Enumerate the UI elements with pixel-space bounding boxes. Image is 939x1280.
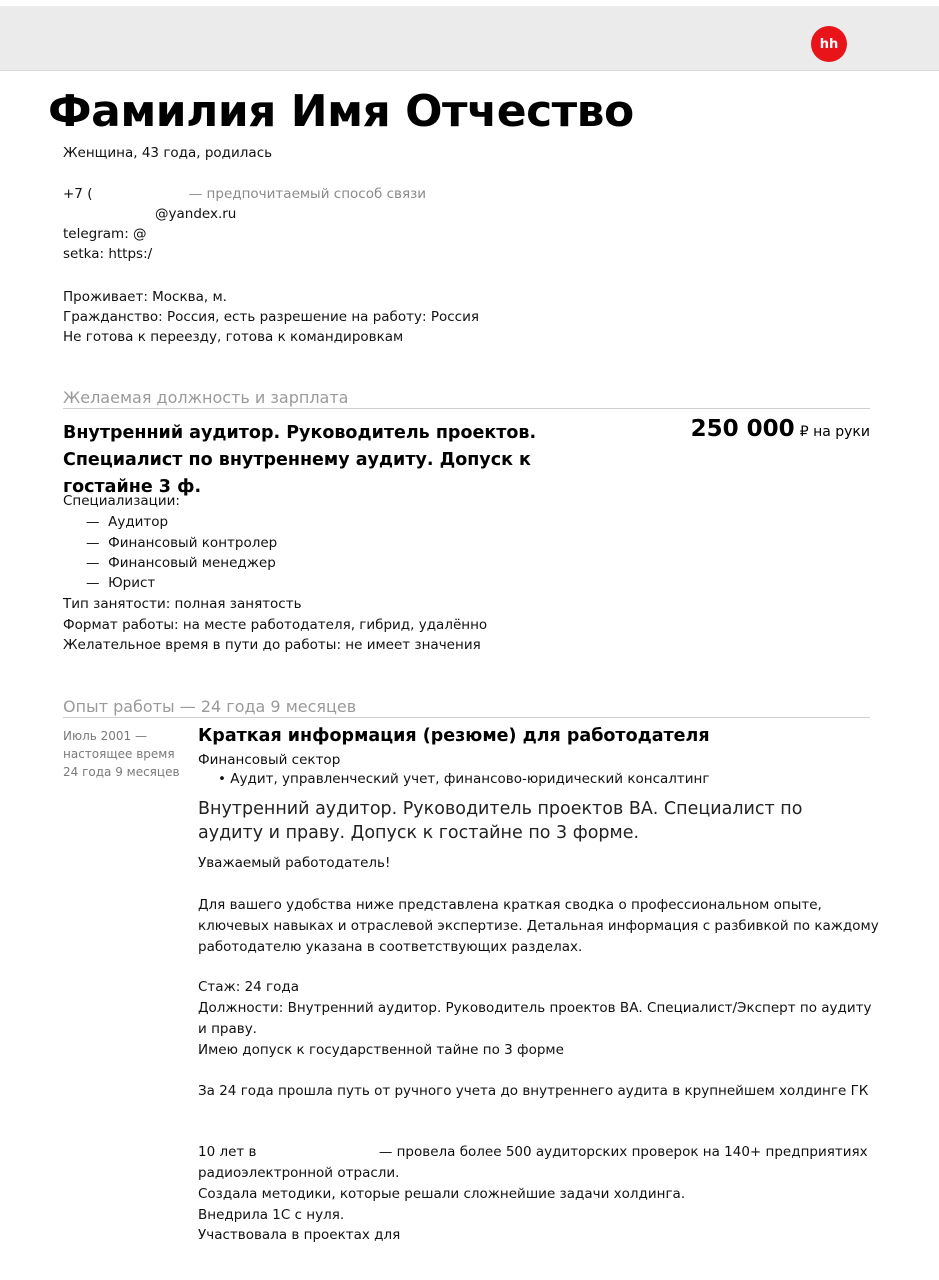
relocation: Не готова к переезду, готова к командировкам — [63, 329, 404, 345]
section-title-experience: Опыт работы — 24 года 9 месяцев — [63, 697, 357, 716]
phone-prefix: +7 ( — [63, 186, 93, 202]
work-format: Формат работы: на месте работодателя, гибрид, удалённо — [63, 617, 488, 633]
period: Июль 2001 — настоящее время — [63, 729, 175, 761]
tenure: Стаж: 24 года — [198, 979, 299, 995]
specializations-label: Специализации: — [63, 493, 180, 509]
career-path: За 24 года прошла путь от ручного учета до внутреннего аудита в крупнейшем холдинге ГК — [198, 1083, 869, 1099]
industry: Финансовый сектор — [198, 752, 341, 768]
person-name: Фамилия Имя Отчество — [48, 86, 634, 137]
dash: — — [86, 535, 100, 551]
hh-logo-icon[interactable]: hh — [811, 26, 847, 62]
positions: Должности: Внутренний аудитор. Руководитель проектов ВА. Специалист/Эксперт по аудиту и праву. — [198, 1000, 872, 1037]
desired-position-title: Внутренний аудитор. Руководитель проектов. Специалист по внутреннему аудиту. Допуск к гостайне 3 ф. — [63, 423, 537, 497]
section-divider — [63, 408, 870, 409]
redacted-company — [257, 1145, 375, 1159]
commute-time: Желательное время в пути до работы: не имеет значения — [63, 637, 481, 653]
clearance: Имею допуск к государственной тайне по 3 форме — [198, 1042, 564, 1058]
specialization: Аудитор — [108, 514, 169, 530]
dash: — — [86, 514, 100, 530]
redacted-phone — [92, 187, 184, 201]
projects: Участвовала в проектах для — [198, 1227, 401, 1243]
list-item — [86, 512, 168, 532]
citizenship: Гражданство: Россия, есть разрешение на работу: Россия — [63, 309, 479, 325]
experience-headline: Внутренний аудитор. Руководитель проектов ВА. Специалист по аудиту и праву. Допуск к гостайне по 3 форме. — [198, 799, 803, 843]
phone-note: — предпочитаемый способ связи — [188, 186, 427, 202]
dash: — — [86, 575, 100, 591]
specialization: Финансовый менеджер — [108, 555, 276, 571]
telegram-line: telegram: @ — [63, 226, 147, 242]
location-lives: Проживает: Москва, м. — [63, 289, 227, 305]
ten-years-prefix: 10 лет в — [198, 1144, 257, 1160]
employment-type: Тип занятости: полная занятость — [63, 596, 302, 612]
salary-currency: ₽ на руки — [799, 424, 870, 440]
intro-paragraph: Для вашего удобства ниже представлена краткая сводка о профессиональном опыте, ключевых навыках и отраслевой экспертизе. Детальная информация с разбивкой по каждому работодателю указана в соответствующих разделах. — [198, 897, 879, 955]
section-title-position: Желаемая должность и зарплата — [63, 388, 349, 407]
dash: — — [86, 555, 100, 571]
greeting: Уважаемый работодатель! — [198, 855, 391, 871]
list-item — [86, 573, 155, 593]
specialization: Юрист — [108, 575, 156, 591]
methods: Создала методики, которые решали сложнейшие задачи холдинга. — [198, 1186, 686, 1202]
company-title: Краткая информация (резюме) для работодателя — [198, 726, 710, 746]
achievement-paragraph — [198, 1142, 888, 1184]
setka-line: setka: https:/ — [63, 246, 153, 262]
specialization: Финансовый контролер — [108, 535, 278, 551]
section-divider — [63, 717, 870, 718]
salary-amount: 250 000 — [690, 416, 795, 442]
list-item — [86, 553, 276, 573]
duration: 24 года 9 месяцев — [63, 765, 180, 779]
list-item — [86, 533, 277, 553]
onec: Внедрила 1С с нуля. — [198, 1207, 345, 1223]
email-line: @yandex.ru — [155, 206, 237, 222]
ten-years-text: — провела более 500 аудиторских проверок на 140+ предприятиях радиоэлектронной отрасли. — [198, 1144, 868, 1181]
phone-line — [63, 184, 426, 204]
person-summary: Женщина, 43 года, родилась — [63, 145, 273, 161]
top-bar — [0, 6, 939, 71]
industry-item: • Аудит, управленческий учет, финансово-юридический консалтинг — [218, 771, 710, 787]
experience-period — [63, 727, 188, 781]
salary — [691, 416, 870, 442]
